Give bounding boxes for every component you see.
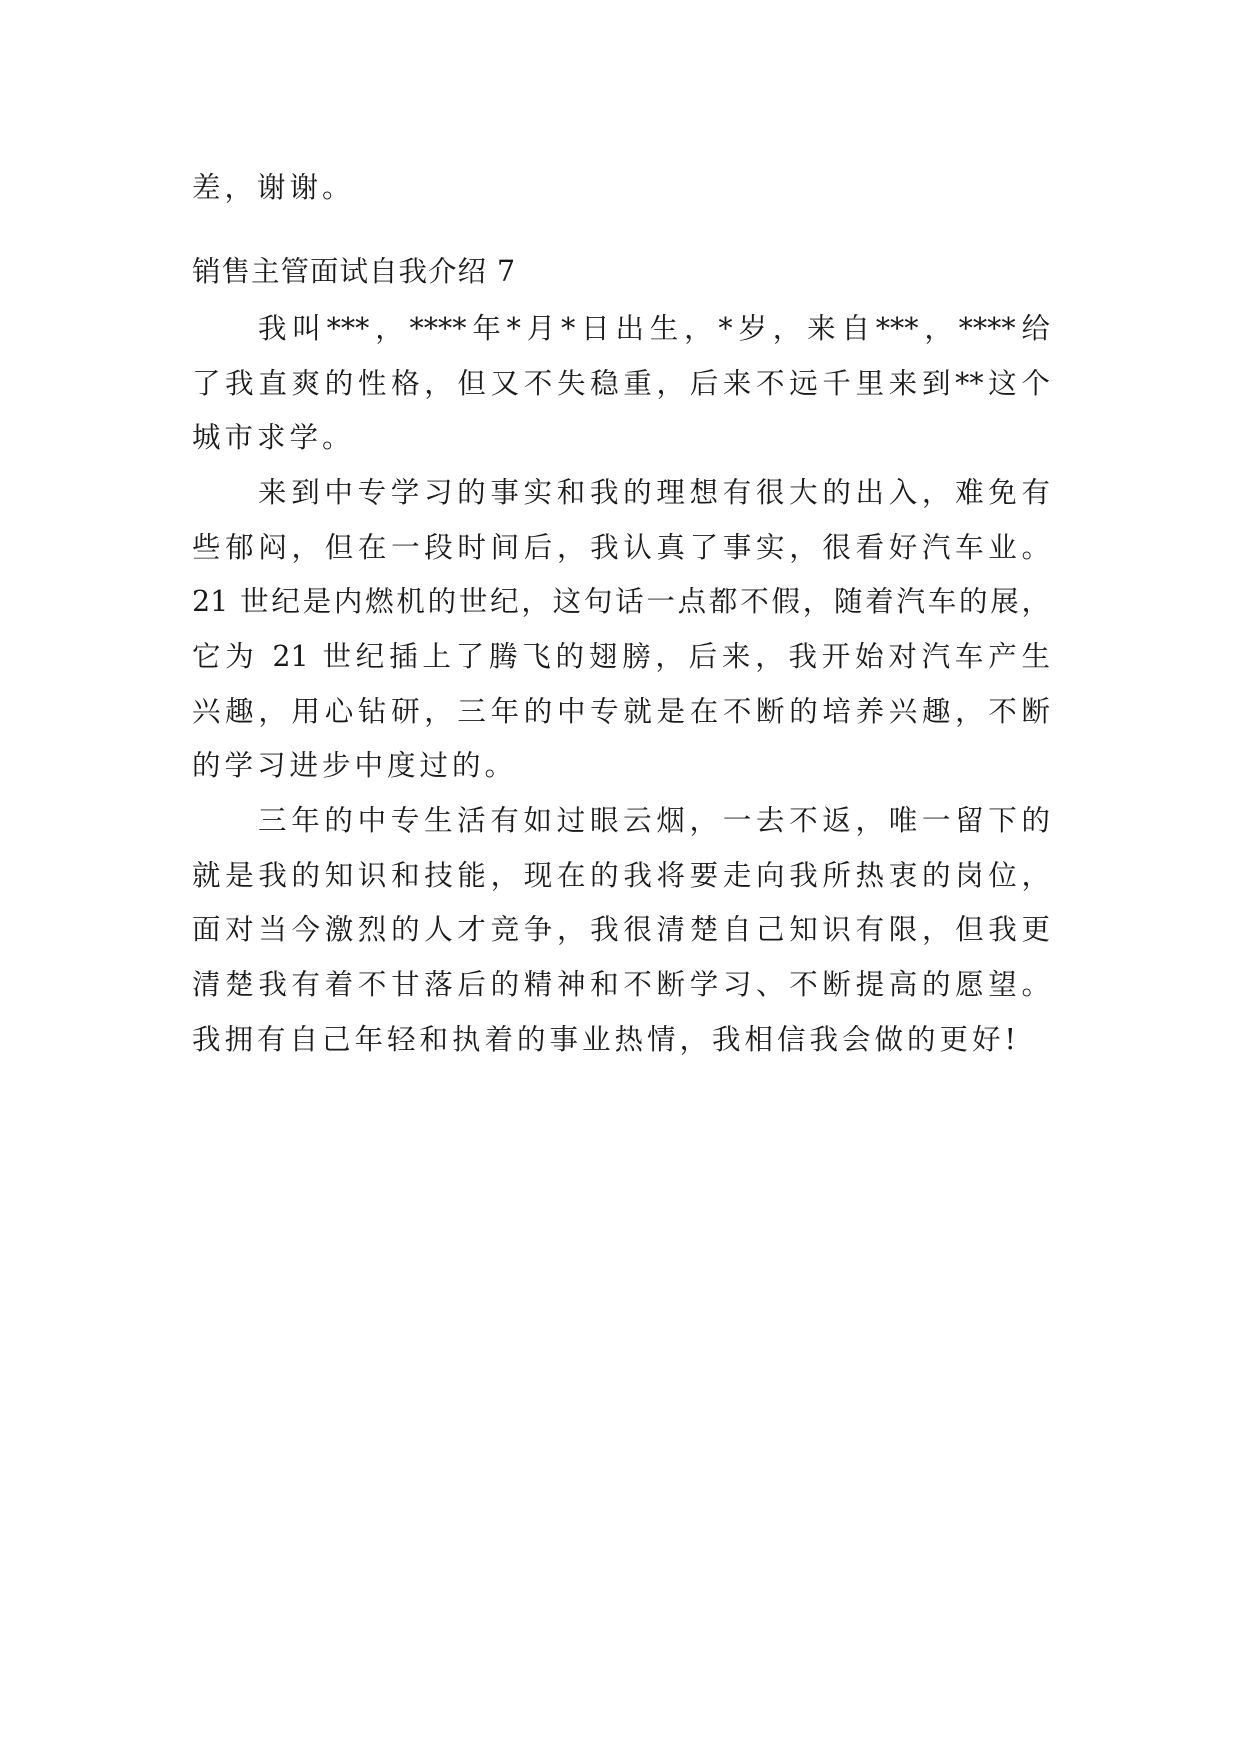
paragraph-3-line-4: 清楚我有着不甘落后的精神和不断学习、不断提高的愿望。	[192, 968, 1050, 1001]
paragraph-2-line-3: 21 世纪是内燃机的世纪，这句话一点都不假，随着汽车的展，	[192, 585, 1050, 618]
paragraph-1-line-1: 我叫***，****年*月*日出生，*岁，来自***，****给	[258, 312, 1050, 345]
paragraph-2-line-4: 它为 21 世纪插上了腾飞的翅膀，后来，我开始对汽车产生	[192, 640, 1050, 673]
paragraph-2-line-6: 的学习进步中度过的。	[192, 749, 518, 782]
paragraph-2-line-5: 兴趣，用心钻研，三年的中专就是在不断的培养兴趣，不断	[192, 695, 1050, 728]
section-heading: 销售主管面试自我介绍 7	[192, 255, 517, 288]
paragraph-2-line-1: 来到中专学习的事实和我的理想有很大的出入，难免有	[258, 476, 1050, 509]
paragraph-3-line-3: 面对当今激烈的人才竞争，我很清楚自己知识有限，但我更	[192, 913, 1050, 946]
paragraph-3-line-1: 三年的中专生活有如过眼云烟，一去不返，唯一留下的	[258, 804, 1050, 837]
paragraph-1-line-3: 城市求学。	[192, 421, 355, 454]
paragraph-1-line-2: 了我直爽的性格，但又不失稳重，后来不远千里来到**这个	[192, 367, 1050, 400]
continuation-text: 差，谢谢。	[192, 171, 355, 204]
paragraph-3-line-5: 我拥有自己年轻和执着的事业热情，我相信我会做的更好!	[192, 1023, 1020, 1056]
paragraph-2-line-2: 些郁闷，但在一段时间后，我认真了事实，很看好汽车业。	[192, 531, 1050, 564]
paragraph-3-line-2: 就是我的知识和技能，现在的我将要走向我所热衷的岗位，	[192, 859, 1050, 892]
